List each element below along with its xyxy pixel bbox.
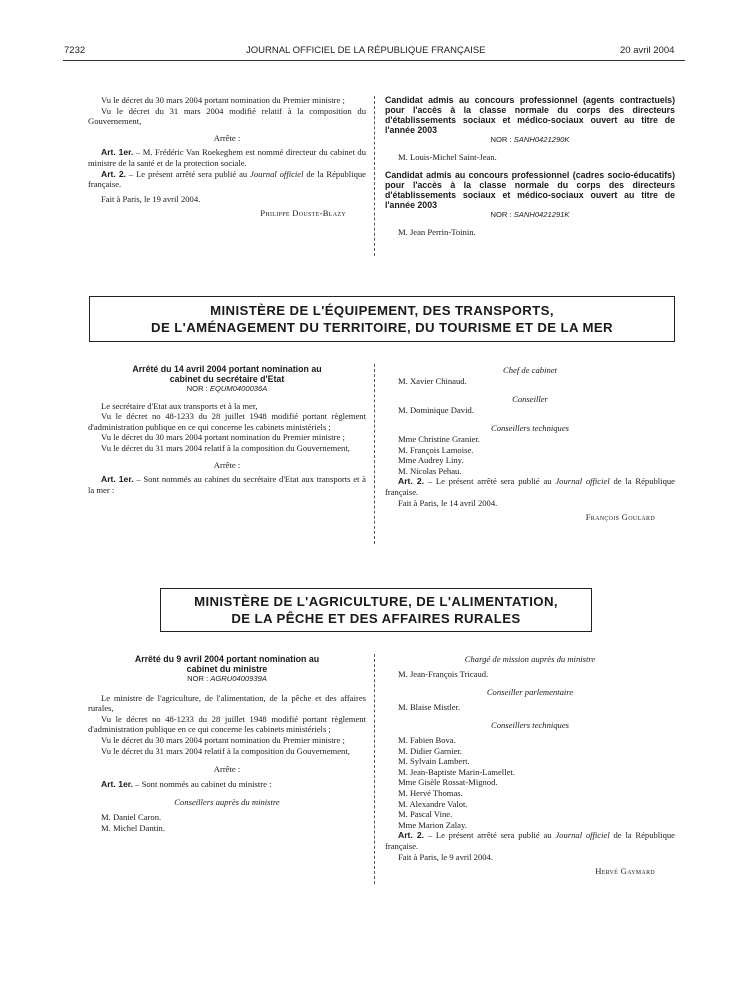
role-heading: Chef de cabinet (503, 365, 557, 375)
ministry-title-line: MINISTÈRE DE L'AGRICULTURE, DE L'ALIMENTATION, (194, 594, 558, 609)
ministry-title-line: DE LA PÊCHE ET DES AFFAIRES RURALES (231, 611, 521, 626)
appointee-name: M. Jean-François Tricaud. (398, 668, 489, 679)
appointee-name: M. Daniel Caron. (101, 811, 162, 822)
role-heading: Chargé de mission auprès du ministre (464, 654, 596, 664)
preamble: Le ministre de l'agriculture, de l'alimentation, de la pêche et des affaires rurales, (88, 692, 366, 714)
arrete-heading: Arrêté du 14 avril 2004 portant nomination au cabinet du secrétaire d'Etat (132, 364, 322, 384)
article-2: Art. 2. – Le présent arrêté sera publié au Journal officiel de la République française. (88, 168, 366, 190)
visa-paragraph: Vu le décret du 31 mars 2004 modifié relatif à la composition du Gouvernement, (88, 105, 366, 127)
appointee-name: M. Dominique David. (398, 404, 474, 415)
article-2: Art. 2. – Le présent arrêté sera publié au Journal officiel de la République française. (385, 476, 675, 497)
fait-a-paris: Fait à Paris, le 9 avril 2004. (398, 851, 493, 862)
ministry1-right-column (385, 365, 675, 523)
article-1: Art. 1er. – Sont nommés au cabinet du ministre : (101, 778, 272, 789)
ministry-title-box (160, 588, 592, 632)
appointee-name: Mme Marion Zalay. (398, 819, 467, 830)
ministry2-right-column (385, 654, 675, 877)
ministry2-left-column (88, 654, 366, 833)
section-heading: Candidat admis au concours professionnel (cadres socio-éducatifs) pour l'accès à la classe normale du corps des directeurs d'établissements sociaux et médico-sociaux ouvert au titre de l'année 2003 (385, 170, 675, 211)
visa-paragraph: Vu le décret du 30 mars 2004 portant nomination du Premier ministre ; (101, 734, 345, 745)
visa-paragraph: Vu le décret no 48-1233 du 28 juillet 1948 modifié portant règlement d'administration publique en ce qui concerne les cabinets ministériels ; (88, 713, 366, 735)
header-rule (63, 60, 685, 61)
appointee-name: M. Xavier Chinaud. (398, 375, 467, 386)
preamble: Le secrétaire d'Etat aux transports et à la mer, (101, 400, 258, 411)
visa-paragraph: Vu le décret du 30 mars 2004 portant nomination du Premier ministre ; (101, 95, 345, 105)
appointee-name: M. Blaise Mistler. (398, 701, 461, 712)
visa-paragraph: Vu le décret du 31 mars 2004 relatif à la composition du Gouvernement, (101, 745, 350, 756)
article-1: Art. 1er. – M. Frédéric Van Roekeghem est nommé directeur du cabinet du ministre de la santé et de la protection sociale. (88, 147, 366, 168)
role-heading: Conseillers auprès du ministre (174, 797, 280, 808)
section-heading: Candidat admis au concours professionnel (agents contractuels) pour l'accès à la classe normale du corps des directeurs d'établissements sociaux et médico-sociaux ouvert au titre de l'année 2003 (385, 95, 675, 135)
fait-a-paris: Fait à Paris, le 19 avril 2004. (101, 193, 201, 204)
ministry1-left-column (88, 364, 366, 495)
nor-reference: NOR : EQUM0400036A (186, 384, 268, 393)
article-1: Art. 1er. – Sont nommés au cabinet du secrétaire d'Etat aux transports et à la mer : (88, 474, 366, 495)
candidate-name: M. Louis-Michel Saint-Jean. (398, 151, 497, 162)
column-divider (374, 96, 375, 256)
top-left-column (88, 95, 366, 219)
column-divider (374, 364, 375, 544)
issue-date: 20 avril 2004 (620, 45, 675, 56)
fait-a-paris: Fait à Paris, le 14 avril 2004. (398, 497, 498, 508)
appointee-name: M. Sylvain Lambert. (398, 756, 470, 767)
appointee-name: M. Hervé Thomas. (398, 787, 463, 798)
visa-paragraph: Vu le décret du 31 mars 2004 relatif à la composition du Gouvernement, (101, 442, 350, 453)
arrete-heading: Arrêté du 9 avril 2004 portant nomination au cabinet du ministre (134, 654, 320, 674)
page-number: 7232 (64, 45, 86, 56)
journal-title: JOURNAL OFFICIEL DE LA RÉPUBLIQUE FRANÇAISE (246, 45, 486, 56)
column-divider (374, 654, 375, 884)
arrete-label: Arrête : (213, 764, 241, 775)
arrete-label: Arrête : (213, 459, 241, 470)
candidate-name: M. Jean Perrin-Toinin. (398, 226, 476, 237)
role-heading: Conseillers techniques (490, 423, 570, 434)
signature: Hervé Gaymard (595, 866, 655, 877)
nor-reference: NOR : AGRU0400939A (187, 674, 267, 683)
nor-reference: NOR : SANH0421290K (490, 135, 570, 144)
arrete-label: Arrête : (213, 132, 241, 143)
appointee-name: M. Jean-Baptiste Marin-Lamellet. (398, 766, 515, 777)
visa-paragraph: Vu le décret no 48-1233 du 28 juillet 1948 modifié portant règlement d'administration publique en ce qui concerne les cabinets ministériels ; (88, 411, 366, 432)
top-right-column (385, 95, 675, 237)
ministry-title-box (89, 296, 675, 342)
appointee-name: M. François Lamoise. (398, 444, 474, 455)
appointee-name: Mme Audrey Liny. (398, 455, 464, 466)
role-heading: Conseiller parlementaire (486, 687, 574, 698)
appointee-name: M. Fabien Bova. (398, 734, 456, 745)
appointee-name: Mme Christine Granier. (398, 433, 480, 444)
signature: Philippe Douste-Blazy (260, 208, 346, 219)
appointee-name: M. Nicolas Pehau. (398, 465, 462, 476)
appointee-name: Mme Gisèle Rossat-Mignod. (398, 777, 498, 788)
signature: François Goulard (585, 512, 655, 523)
article-2: Art. 2. – Le présent arrêté sera publié au Journal officiel de la République française. (385, 830, 675, 851)
ministry-title-line: MINISTÈRE DE L'ÉQUIPEMENT, DES TRANSPORTS, (210, 303, 554, 318)
appointee-name: M. Didier Garnier. (398, 745, 462, 756)
appointee-name: M. Michel Dantin. (101, 822, 165, 833)
role-heading: Conseiller (512, 394, 548, 405)
appointee-name: M. Alexandre Valot. (398, 798, 468, 809)
nor-reference: NOR : SANH0421291K (490, 210, 570, 220)
role-heading: Conseillers techniques (490, 720, 570, 731)
visa-paragraph: Vu le décret du 30 mars 2004 portant nomination du Premier ministre ; (101, 432, 345, 443)
ministry-title-line: DE L'AMÉNAGEMENT DU TERRITOIRE, DU TOURISME ET DE LA MER (151, 320, 613, 335)
appointee-name: M. Pascal Vine. (398, 809, 453, 820)
